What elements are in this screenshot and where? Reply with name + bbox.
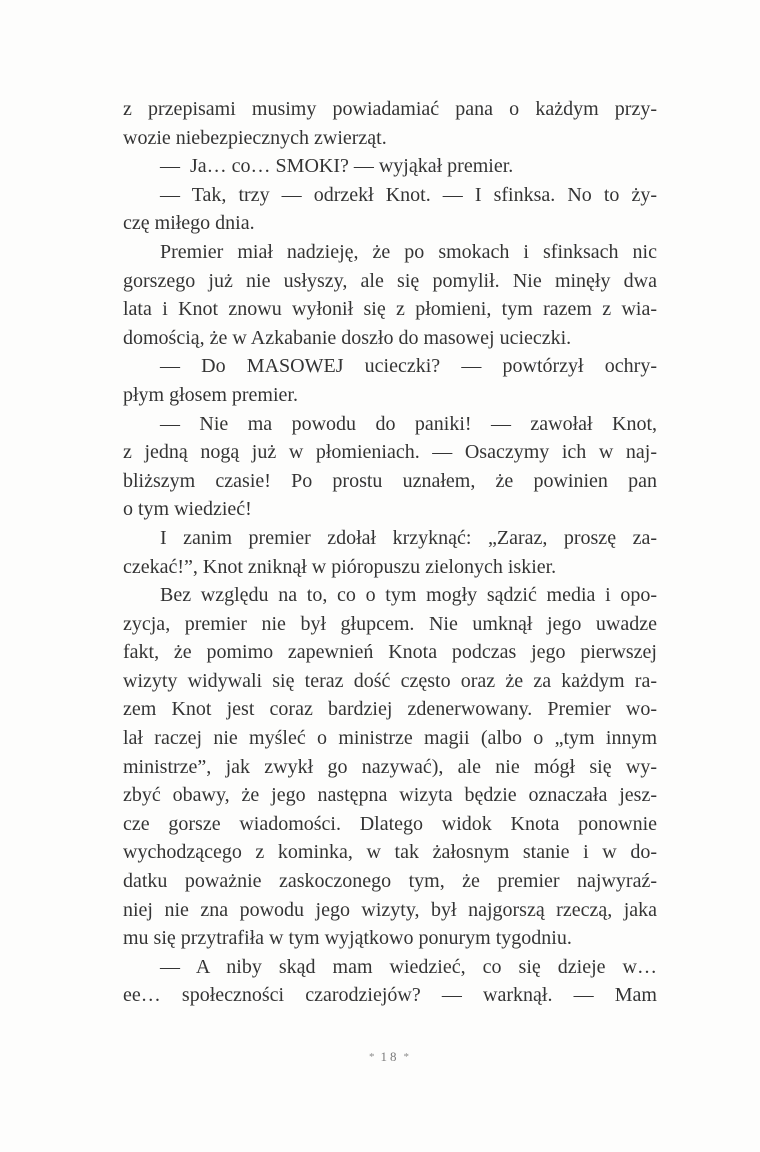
text-line: — A niby skąd mam wiedzieć, co się dzieje w…	[160, 955, 657, 978]
text-line: z przepisami musimy powiadamiać pana o każdym przy-	[123, 98, 657, 120]
text-line: wozie niebezpiecznych zwierząt.	[123, 126, 387, 149]
text-line: zbyć obawy, że jego następna wizyta będzie oznaczała jesz-	[123, 784, 657, 807]
text-line: czę miłego dnia.	[123, 212, 255, 235]
text-line: niej nie zna powodu jego wizyty, był najgorszą rzeczą, jaka	[123, 898, 657, 921]
text-line: bliższym czasie! Po prostu uznałem, że powinien pan	[123, 469, 657, 492]
text-line: ee… społeczności czarodziejów? — warknął. — Mam	[123, 984, 657, 1007]
page-number: 18	[380, 1049, 400, 1064]
text-line: gorszego już nie usłyszy, ale się pomylił. Nie minęły dwa	[123, 269, 657, 292]
text-line: zem Knot jest coraz bardziej zdenerwowany. Premier wo-	[123, 698, 657, 721]
text-line: z jedną nogą już w płomieniach. — Osaczymy ich w naj-	[123, 441, 657, 464]
footer-left-ornament: *	[369, 1051, 377, 1063]
text-line: cze gorsze wiadomości. Dlatego widok Knota ponownie	[123, 812, 657, 835]
text-line: Premier miał nadzieję, że po smokach i sfinksach nic	[160, 240, 657, 263]
text-line: datku poważnie zaskoczonego tym, że premier najwyraź-	[123, 870, 657, 893]
text-line: zycja, premier nie był głupcem. Nie umknął jego uwadze	[123, 612, 657, 635]
text-line: Bez względu na to, co o tym mogły sądzić media i opo-	[160, 584, 657, 607]
text-line: ministrze”, jak zwykł go nazywać), ale nie mógł się wy-	[123, 755, 657, 778]
text-line: płym głosem premier.	[123, 383, 298, 406]
text-line: lał raczej nie myśleć o ministrze magii (albo o „tym innym	[123, 727, 657, 750]
footer-right-ornament: *	[403, 1051, 411, 1063]
page-footer	[123, 1049, 657, 1065]
text-line: fakt, że pomimo zapewnień Knota podczas jego pierwszej	[123, 641, 657, 664]
text-line: — Ja… co… SMOKI? — wyjąkał premier.	[160, 155, 514, 178]
text-line: — Do MASOWEJ ucieczki? — powtórzył ochry-	[160, 355, 657, 378]
text-line: wizyty widywali się teraz dość często oraz że za każdym ra-	[123, 669, 657, 692]
text-line: — Tak, trzy — odrzekł Knot. — I sfinksa. No to ży-	[160, 183, 657, 206]
text-line: o tym wiedzieć!	[123, 498, 252, 521]
text-line: — Nie ma powodu do paniki! — zawołał Knot,	[160, 412, 657, 435]
text-line: I zanim premier zdołał krzyknąć: „Zaraz, proszę za-	[160, 526, 657, 549]
text-line: lata i Knot znowu wyłonił się z płomieni, tym razem z wia-	[123, 298, 657, 321]
text-line: domością, że w Azkabanie doszło do masowej ucieczki.	[123, 326, 572, 349]
text-line: czekać!”, Knot zniknął w pióropuszu zielonych iskier.	[123, 555, 557, 578]
text-line: wychodzącego z kominka, w tak żałosnym stanie i w do-	[123, 841, 657, 864]
text-line: mu się przytrafiła w tym wyjątkowo ponurym tygodniu.	[123, 927, 572, 950]
text-block	[123, 95, 657, 1010]
